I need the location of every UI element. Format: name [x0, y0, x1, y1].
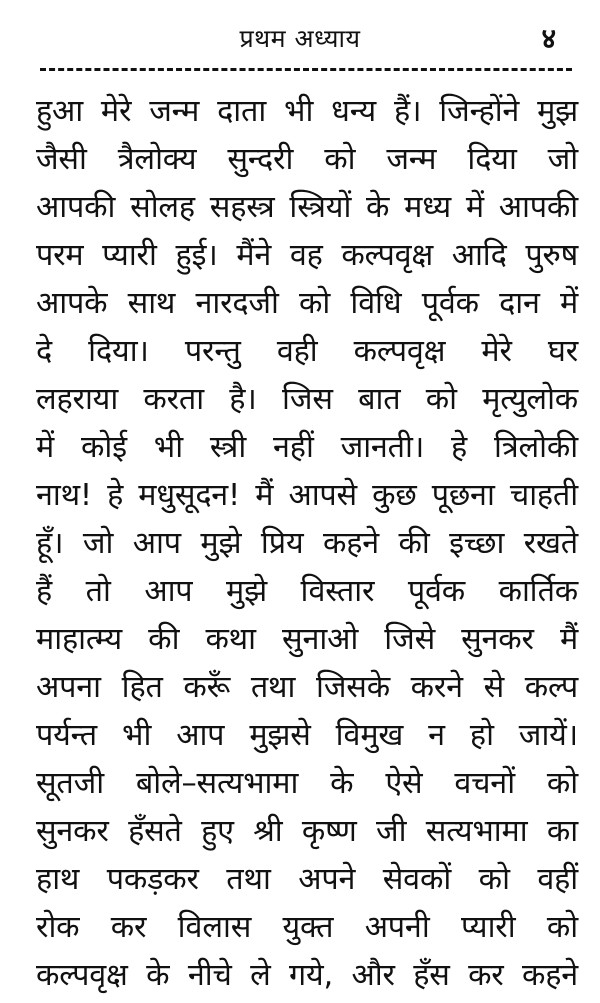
header-divider — [40, 68, 572, 71]
text-line: नाथ! हे मधुसूदन! मैं आपसे कुछ पूछना चाहती — [36, 478, 578, 513]
text-line: अपना हित करूँ तथा जिसके करने से कल्प — [36, 670, 578, 705]
text-line: हैं तो आप मुझे विस्तार पूर्वक कार्तिक — [36, 574, 578, 609]
text-line: हुआ मेरे जन्म दाता भी धन्य हैं। जिन्होंने मुझ — [36, 94, 578, 129]
text-line: में कोई भी स्त्री नहीं जानती। हे त्रिलोकी — [36, 430, 578, 465]
page-number: ४ — [541, 22, 556, 55]
text-line: परम प्यारी हुई। मैंने वह कल्पवृक्ष आदि पुरुष — [36, 238, 578, 273]
text-line: माहात्म्य की कथा सुनाओ जिसे सुनकर मैं — [36, 622, 578, 657]
text-line: कल्पवृक्ष के नीचे ले गये, और हँस कर कहने — [36, 958, 578, 993]
text-line: सूतजी बोले–सत्यभामा के ऐसे वचनों को — [36, 766, 578, 801]
page-header — [0, 18, 600, 68]
text-line: पर्यन्त भी आप मुझसे विमुख न हो जायें। — [36, 718, 578, 753]
text-line: हूँ। जो आप मुझे प्रिय कहने की इच्छा रखते — [36, 526, 578, 561]
chapter-title: प्रथम अध्याय — [239, 24, 361, 53]
text-line: दे दिया। परन्तु वही कल्पवृक्ष मेरे घर — [36, 334, 578, 369]
text-line: लहराया करता है। जिस बात को मृत्युलोक — [36, 382, 578, 417]
text-line: जैसी त्रैलोक्य सुन्दरी को जन्म दिया जो — [36, 142, 578, 177]
text-line: आपके साथ नारदजी को विधि पूर्वक दान में — [36, 286, 578, 321]
text-line: रोक कर विलास युक्त अपनी प्यारी को — [36, 910, 578, 945]
body-text — [36, 88, 578, 1000]
text-line: आपकी सोलह सहस्त्र स्त्रियों के मध्य में आपकी — [36, 190, 578, 225]
text-line: सुनकर हँसते हुए श्री कृष्ण जी सत्यभामा का — [36, 814, 578, 849]
text-line: हाथ पकड़कर तथा अपने सेवकों को वहीं — [36, 862, 578, 897]
